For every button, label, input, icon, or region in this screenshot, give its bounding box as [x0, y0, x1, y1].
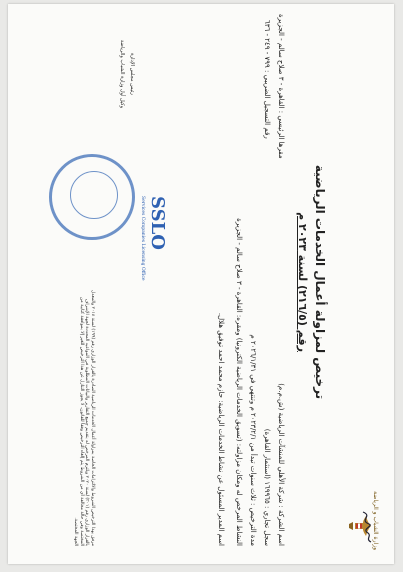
license-duration: مدة الترخيص : ثلاث سنوات تبدأ من ٢٠٢٣/٢/١ م وتنتهي في ٢٠٢٦/١/٣١ م	[249, 334, 257, 546]
tax-registration: رقم التسجيل الضريبي : ٧٩٩ - ٢٤٩ - ٦٣٦	[263, 20, 271, 139]
sslo-logo-text: SSLO	[147, 196, 168, 250]
signatory-title-1: رئيس مجلس الإدارة	[129, 53, 135, 95]
responsible-manager: اسم المدير المسئول عن نشاط الخدمات الرياضية: حازم محمد احمد توفيق هلال.	[217, 312, 225, 546]
commercial-register: سجل تجاري : ١٦٩٩٦٥ (استثمار القاهرة)	[263, 428, 271, 546]
license-title: ترخيص لمزاولة أعمال الخدمات الرياضية	[313, 164, 327, 400]
handwritten-signature-icon	[357, 510, 377, 544]
sslo-logo	[130, 194, 170, 284]
signatory-block	[119, 24, 135, 124]
license-number: رقم (٢١٦/٥) لسنة ٢٠٢٣ م	[296, 212, 309, 352]
license-document	[9, 4, 385, 560]
company-name: اسم الشركة : شركة الأهلي للمنشآت الرياضية (ش.م.م)	[277, 383, 285, 546]
headquarters: مقرها الرئيسي : القاهرة - ٣ صلاح سالم - الجزيرة	[277, 14, 285, 159]
ministry-name: وزارة الشباب و الرياضة	[372, 491, 379, 550]
paper-sheet	[8, 4, 394, 564]
official-seal-icon	[49, 154, 135, 240]
footer-notes: مرفق بهذا الترخيص الشروط والالتزامات الخاصة بمزاولة أعمال الخدمات الرياضية الصادرة بالقرار الوزاري رقم (١٩٩) لسنة ٢٠١٨ والمعدل بالقرار الوزاري رقم (٣٠١) لسنة ٢٠٢٠ ويلتزم المرخص له بتقديم جميع التقارير والبيانات المطلوبة في المواعيد المحددة لجهة الإشراف المختصة وفي حالة مخالفة أي من الشروط يتم إلغاء الترخيص وفقاً للقانون. لا يجوز التنازل عن هذا الترخيص للغير إلا بموافقة كتابية من الجهة المختصة.	[73, 290, 95, 546]
signatory-title-2: وكيل أول وزارة الشباب والرياضة	[119, 39, 125, 109]
sslo-logo-subtitle: Services Companies Licensing Office	[140, 196, 145, 281]
licensed-activity: النشاط المرخص له ومكان مزاولته: (تسويق الخدمات الرياضية الكترونيا) ومقره: القاهرة - ٣ صلاح سالم - الجزيرة	[235, 218, 243, 546]
